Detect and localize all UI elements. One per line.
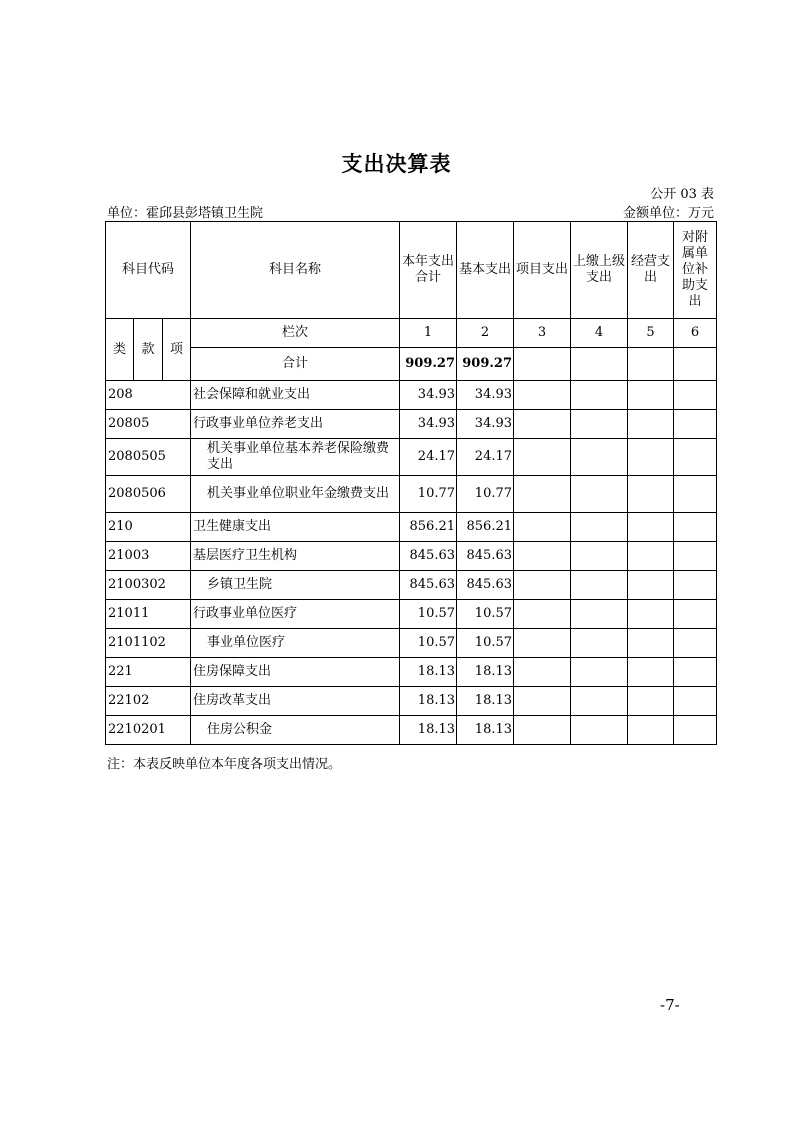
total-value: 18.13 (400, 687, 457, 716)
sum-total: 909.27 (400, 348, 457, 381)
col-num-3: 3 (514, 319, 571, 348)
col-num-5: 5 (628, 319, 674, 348)
table-row (106, 513, 717, 542)
col-num-4: 4 (571, 319, 628, 348)
basic-value: 18.13 (457, 687, 514, 716)
subject-code: 2101102 (106, 629, 191, 658)
empty-cell (571, 513, 628, 542)
total-value: 18.13 (400, 658, 457, 687)
basic-value: 34.93 (457, 381, 514, 410)
subject-name: 卫生健康支出 (191, 513, 400, 542)
page-number: -7- (660, 996, 680, 1014)
subject-name: 乡镇卫生院 (191, 571, 400, 600)
table-row (106, 410, 717, 439)
empty-cell (628, 716, 674, 745)
sum-basic: 909.27 (457, 348, 514, 381)
empty-cell (628, 629, 674, 658)
empty-cell (571, 658, 628, 687)
table-row (106, 476, 717, 513)
empty-cell (628, 513, 674, 542)
empty-cell (514, 716, 571, 745)
subject-code: 2210201 (106, 716, 191, 745)
basic-value: 856.21 (457, 513, 514, 542)
subject-code: 210 (106, 513, 191, 542)
header-xiang: 项 (163, 319, 191, 381)
table-row (106, 542, 717, 571)
subject-name: 住房公积金 (191, 716, 400, 745)
basic-value: 10.77 (457, 476, 514, 513)
total-value: 24.17 (400, 439, 457, 476)
subject-name: 机关事业单位基本养老保险缴费支出 (191, 439, 400, 476)
table-row (106, 439, 717, 476)
empty-cell (514, 410, 571, 439)
subject-code: 2080505 (106, 439, 191, 476)
header-business: 经营支出 (628, 222, 674, 319)
empty-cell (514, 629, 571, 658)
col-num-6: 6 (674, 319, 717, 348)
total-value: 18.13 (400, 716, 457, 745)
table-row (106, 658, 717, 687)
sum-row (106, 348, 717, 381)
empty-cell (628, 658, 674, 687)
table-row (106, 381, 717, 410)
subject-name: 住房保障支出 (191, 658, 400, 687)
empty-cell (514, 381, 571, 410)
total-value: 34.93 (400, 410, 457, 439)
empty-cell (514, 513, 571, 542)
empty-cell (571, 381, 628, 410)
col-num-1: 1 (400, 319, 457, 348)
empty-cell (674, 600, 717, 629)
subject-name: 事业单位医疗 (191, 629, 400, 658)
header-upper: 上缴上级支出 (571, 222, 628, 319)
basic-value: 34.93 (457, 410, 514, 439)
total-value: 34.93 (400, 381, 457, 410)
subject-name: 行政事业单位医疗 (191, 600, 400, 629)
total-value: 10.57 (400, 600, 457, 629)
empty-cell (571, 439, 628, 476)
empty-cell (674, 571, 717, 600)
subject-name: 行政事业单位养老支出 (191, 410, 400, 439)
empty-cell (571, 629, 628, 658)
empty-cell (628, 439, 674, 476)
basic-value: 24.17 (457, 439, 514, 476)
header-row (106, 222, 717, 319)
empty-cell (674, 542, 717, 571)
empty-cell (514, 658, 571, 687)
unit-label: 单位：霍邱县彭塔镇卫生院 (107, 206, 264, 221)
header-code: 科目代码 (106, 222, 191, 319)
empty-cell (628, 381, 674, 410)
basic-value: 10.57 (457, 629, 514, 658)
subject-code: 221 (106, 658, 191, 687)
subject-name: 机关事业单位职业年金缴费支出 (191, 476, 400, 513)
subject-code: 22102 (106, 687, 191, 716)
basic-value: 845.63 (457, 542, 514, 571)
empty-cell (514, 600, 571, 629)
header-project: 项目支出 (514, 222, 571, 319)
header-lei: 类 (106, 319, 134, 381)
empty-cell (514, 439, 571, 476)
empty-cell (674, 410, 717, 439)
empty-cell (628, 542, 674, 571)
empty-cell (628, 600, 674, 629)
basic-value: 10.57 (457, 600, 514, 629)
empty-cell (571, 410, 628, 439)
empty-cell (674, 381, 717, 410)
empty-cell (514, 687, 571, 716)
basic-value: 18.13 (457, 716, 514, 745)
header-name: 科目名称 (191, 222, 400, 319)
total-value: 845.63 (400, 571, 457, 600)
empty-cell (571, 476, 628, 513)
subject-code: 208 (106, 381, 191, 410)
subject-code: 20805 (106, 410, 191, 439)
subject-code: 21003 (106, 542, 191, 571)
basic-value: 18.13 (457, 658, 514, 687)
empty-cell (674, 658, 717, 687)
empty-cell (674, 439, 717, 476)
empty-cell (674, 716, 717, 745)
expenditure-table (105, 221, 717, 745)
empty-cell (571, 687, 628, 716)
table-row (106, 600, 717, 629)
total-value: 10.77 (400, 476, 457, 513)
empty-cell (628, 410, 674, 439)
column-row-label: 栏次 (191, 319, 400, 348)
table-row (106, 571, 717, 600)
empty-cell (514, 542, 571, 571)
empty-cell (628, 476, 674, 513)
empty-cell (674, 629, 717, 658)
amount-unit-label: 金额单位：万元 (622, 206, 714, 221)
header-kuan: 款 (134, 319, 163, 381)
empty-cell (571, 571, 628, 600)
total-value: 845.63 (400, 542, 457, 571)
total-value: 10.57 (400, 629, 457, 658)
empty-cell (514, 476, 571, 513)
empty-cell (514, 571, 571, 600)
subject-name: 基层医疗卫生机构 (191, 542, 400, 571)
sum-label: 合计 (191, 348, 400, 381)
col-num-2: 2 (457, 319, 514, 348)
table-note: 注：本表反映单位本年度各项支出情况。 (107, 757, 342, 772)
subject-code: 2100302 (106, 571, 191, 600)
empty-cell (674, 513, 717, 542)
empty-cell (674, 476, 717, 513)
table-row (106, 629, 717, 658)
empty-cell (571, 716, 628, 745)
empty-cell (628, 687, 674, 716)
subject-name: 住房改革支出 (191, 687, 400, 716)
basic-value: 845.63 (457, 571, 514, 600)
subject-name: 社会保障和就业支出 (191, 381, 400, 410)
total-value: 856.21 (400, 513, 457, 542)
empty-cell (571, 600, 628, 629)
column-number-row (106, 319, 717, 348)
empty-cell (628, 571, 674, 600)
form-number: 公开 03 表 (650, 187, 714, 202)
header-subsidiary: 对附属单位补助支出 (674, 222, 717, 319)
table-row (106, 687, 717, 716)
empty-cell (674, 687, 717, 716)
empty-cell (571, 542, 628, 571)
subject-code: 21011 (106, 600, 191, 629)
header-total: 本年支出合计 (400, 222, 457, 319)
table-row (106, 716, 717, 745)
subject-code: 2080506 (106, 476, 191, 513)
header-basic: 基本支出 (457, 222, 514, 319)
document-title: 支出决算表 (341, 152, 452, 176)
